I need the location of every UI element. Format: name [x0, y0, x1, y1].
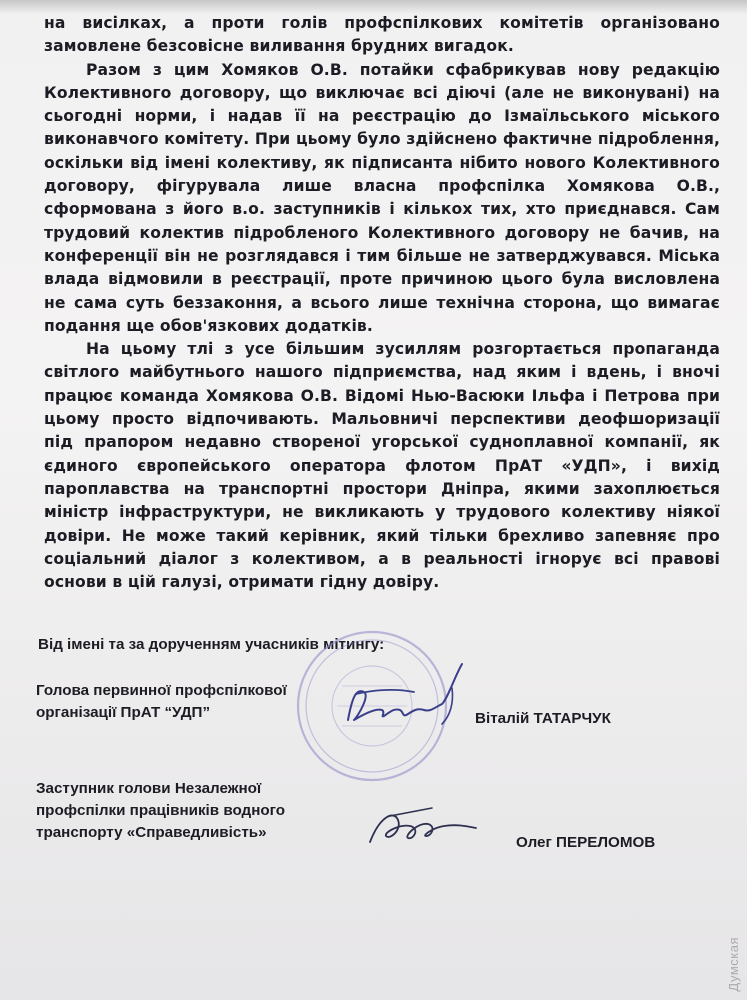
signatory-2-title-line2: профспілки працівників водного — [36, 802, 286, 819]
paragraph-2: Разом з цим Хомяков О.В. потайки сфабрикував нову редакцію Колективного договору, що виключає всі діючі (але не виконувані) на сьогодні норми, і надав її на реєстрацію до Ізмаїльського міського виконавчого комітету. При цьому було здійснено фактичне підроблення, оскільки від імені колективу, як підписанта нібито нового Колективного договору, фігурувала лише власна профспілка Хомякова О.В., сформована з його в.о. заступників і кількох тих, хто приєднався. Сам трудовий колектив підробленого Колективного договору не бачив, на конференції він не розглядався і тим більше не затверджувався. Міська влада відмовили в реєстрації, проте причиною цього була висловлена не сама суть беззаконня, а всього лише технічна сторона, що вимагає подання ще обов'язкових додатків. — [44, 60, 720, 335]
signatory-1-title-line1: Голова первинної профспілкової — [36, 682, 287, 699]
signature-tatarchuk — [334, 658, 479, 738]
letter-body — [44, 12, 720, 594]
signatory-2-title-line3: транспорту «Справедливість» — [36, 824, 267, 841]
paragraph-3: На цьому тлі з усе більшим зусиллям розгортається пропаганда світлого майбутнього нашого підприємства, над яким і вдень, і вночі працює команда Хомякова О.В. Відомі Нью-Васюки Ільфа і Петрова при цьому просто відпочивають. Мальовничі перспективи деофшоризації під прапором недавно створеної угорської судноплавної компанії, як єдиного європейського оператора флотом ПрАТ «УДП», і вихід пароплавства на транспортні простори Дніпра, якими захоплюється міністр інфраструктури, не викликають у трудового колективу ніякої довіри. Не може такий керівник, який тільки брехливо запевняє про соціальний діалог з колективом, а в реальності ігнорує всі правові основи в цій галузі, отримати гідну довіру. — [44, 340, 720, 592]
signatory-1-title — [36, 680, 287, 724]
signatory-2-title-line1: Заступник голови Незалежної — [36, 780, 262, 797]
mandate-line: Від імені та за дорученням учасників мітингу: — [38, 636, 385, 653]
signatory-2-title — [36, 778, 285, 844]
signatory-2-name: Олег ПЕРЕЛОМОВ — [516, 834, 656, 851]
paragraph-1: на висілках, а проти голів профспілкових комітетів організовано замовлене безсовісне виливання брудних вигадок. — [44, 14, 720, 56]
source-watermark: Думская — [726, 937, 741, 992]
signature-perelomov — [360, 796, 480, 856]
signatory-1-name: Віталій ТАТАРЧУК — [475, 710, 611, 727]
signatory-1-title-line2: організації ПрАТ “УДП” — [36, 704, 211, 721]
